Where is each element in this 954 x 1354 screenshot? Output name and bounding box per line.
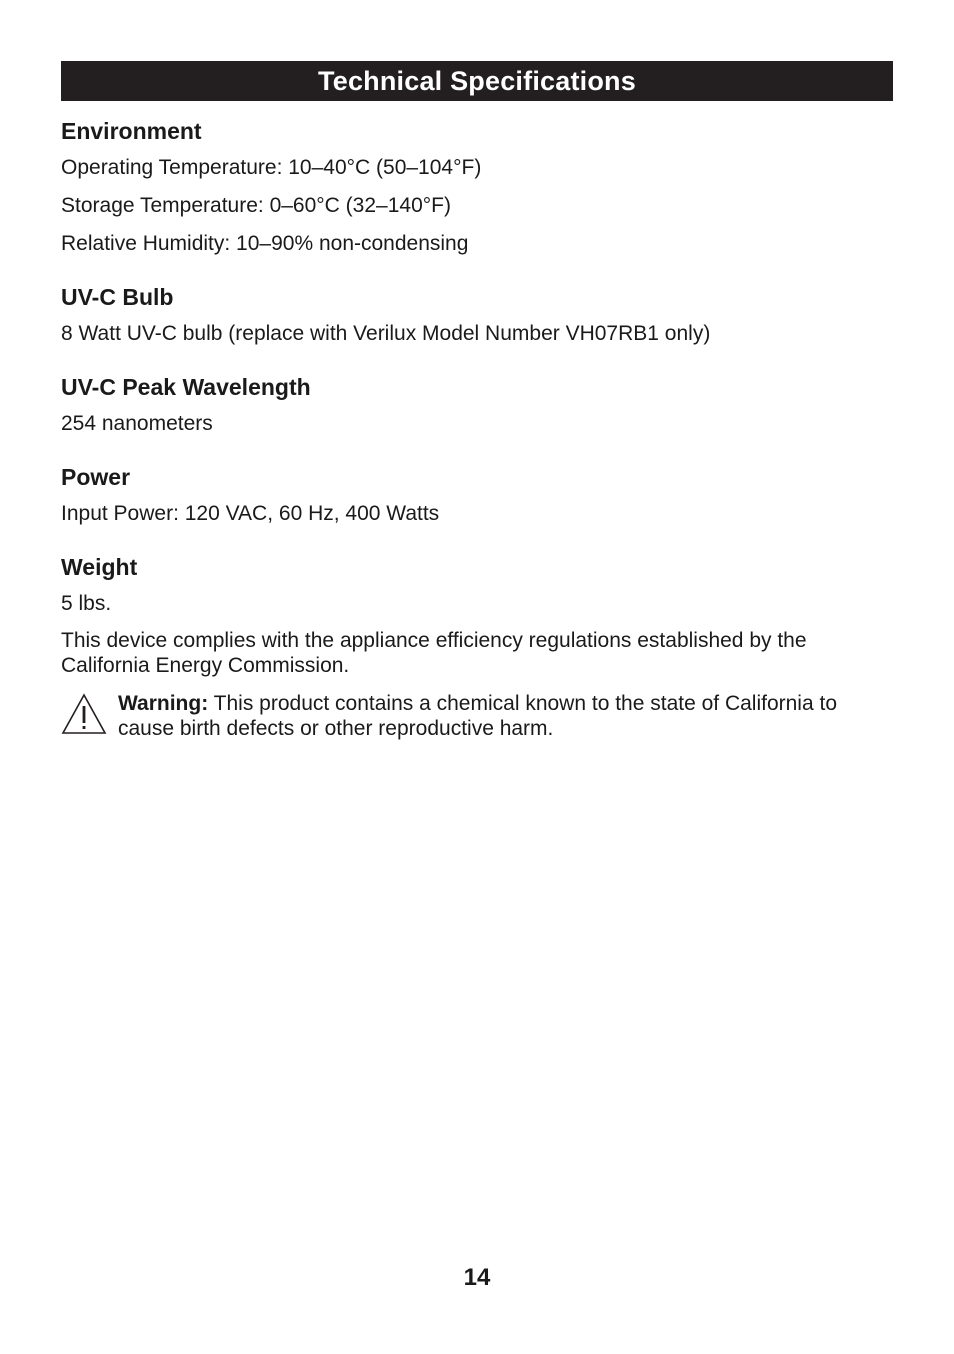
page-title: Technical Specifications [318,65,636,96]
warning-triangle-icon [61,693,107,735]
warning-notice [61,691,893,741]
spec-line: Relative Humidity: 10–90% non-condensing [61,232,469,255]
section-environment [61,116,893,257]
section-heading: Environment [61,118,202,144]
spec-line: 5 lbs. [61,592,112,615]
section-heading: UV-C Bulb [61,284,174,310]
spec-line: Input Power: 120 VAC, 60 Hz, 400 Watts [61,502,440,525]
page-title-bar [61,61,893,101]
section-heading: UV-C Peak Wavelength [61,374,311,400]
warning-body: This product contains a chemical known to the state of California to cause birth defects or other reproductive harm. [118,692,837,740]
warning-label: Warning: [118,692,209,715]
spec-line: 254 nanometers [61,412,213,435]
section-power [61,462,893,527]
section-uvc-peak-wavelength [61,372,893,437]
section-heading: Power [61,464,131,490]
warning-text [118,691,893,741]
section-weight [61,552,893,617]
section-heading: Weight [61,554,138,580]
spec-line: 8 Watt UV-C bulb (replace with Verilux Model Number VH07RB1 only) [61,322,711,345]
spec-line: Operating Temperature: 10–40°C (50–104°F) [61,156,482,179]
page-number: 14 [463,1264,491,1291]
spec-content [61,116,893,741]
compliance-statement: This device complies with the appliance efficiency regulations established by the California Energy Commission. [61,629,807,677]
section-uvc-bulb [61,282,893,347]
spec-line: Storage Temperature: 0–60°C (32–140°F) [61,194,451,217]
